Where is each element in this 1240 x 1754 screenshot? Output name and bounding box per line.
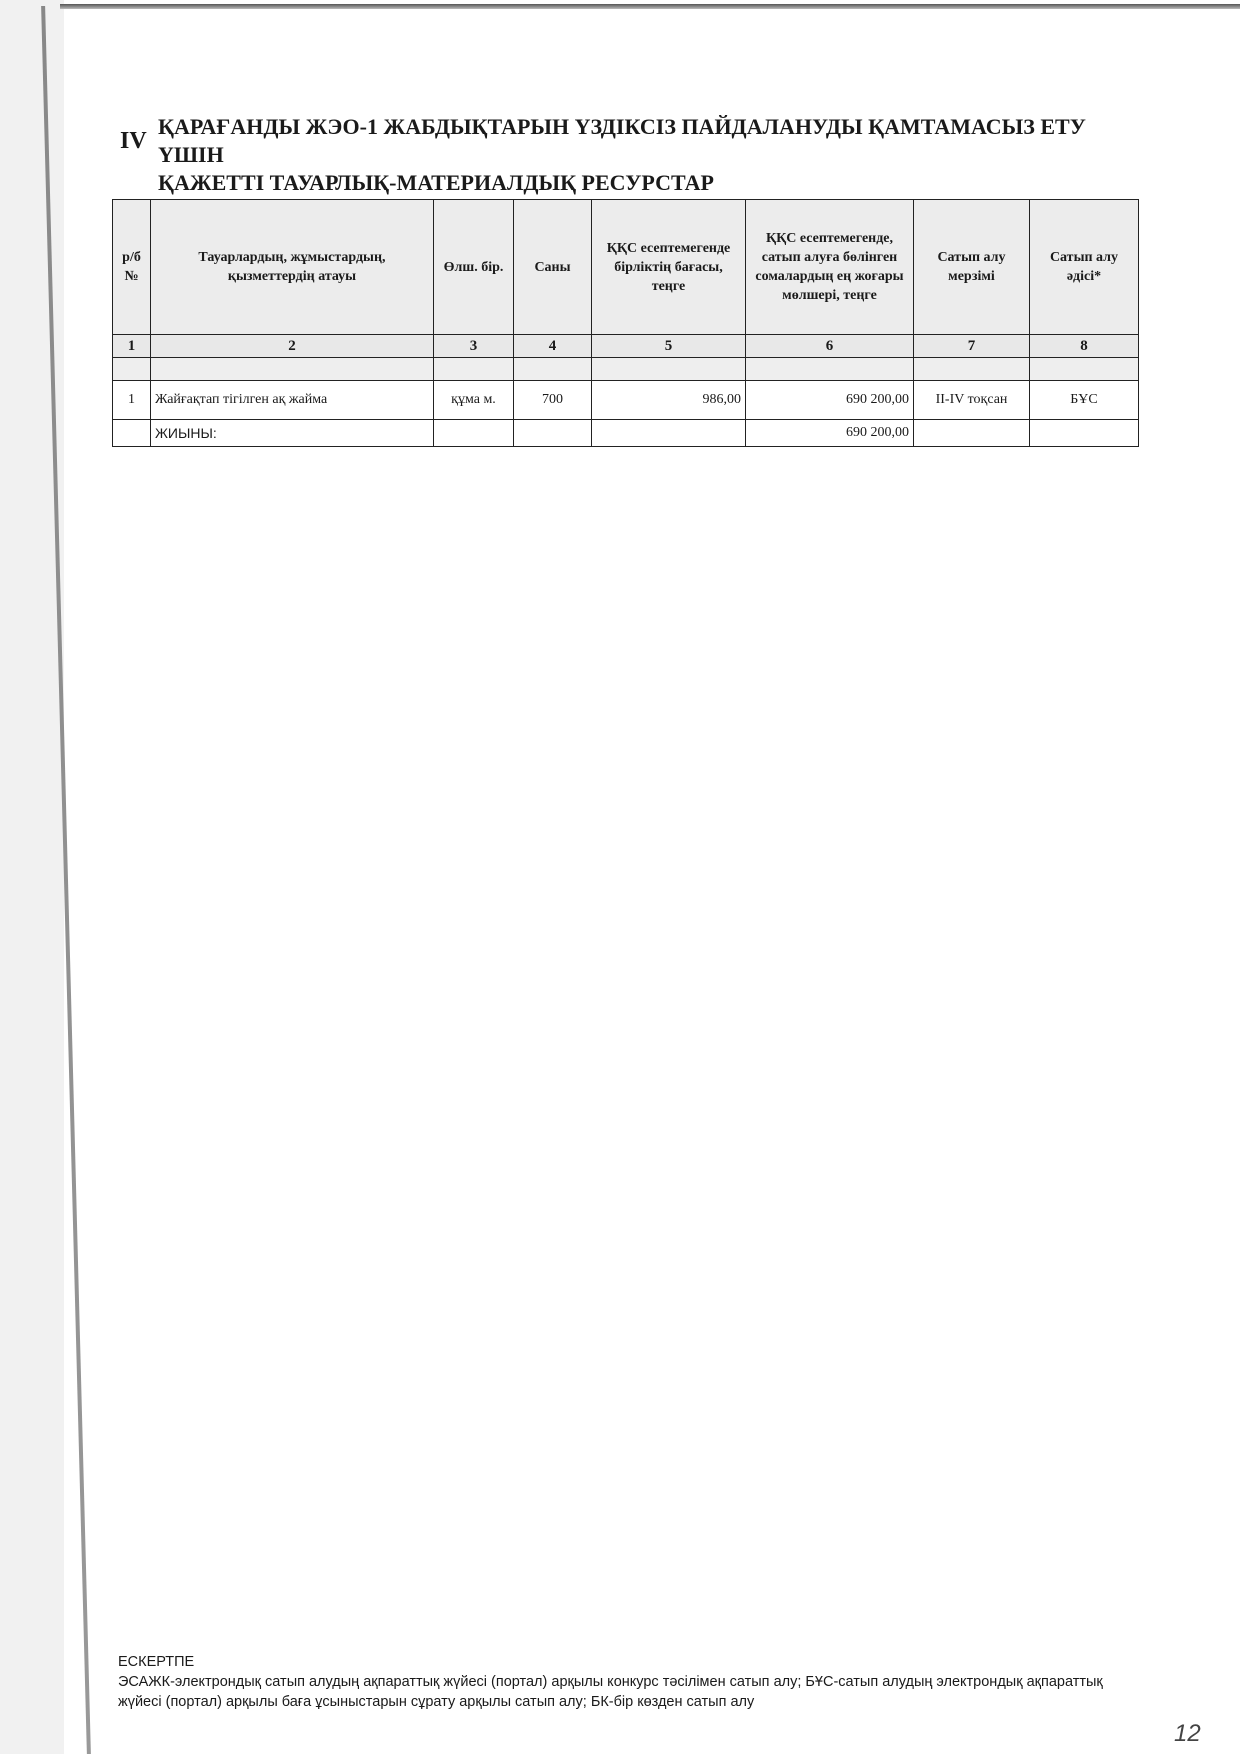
row-unit: құма м. xyxy=(434,381,514,420)
empty-cell xyxy=(434,358,514,381)
empty-cell xyxy=(434,420,514,447)
empty-cell xyxy=(151,358,434,381)
column-number: 5 xyxy=(592,335,746,358)
header-unit: Өлш. бір. xyxy=(434,200,514,335)
row-unit-price: 986,00 xyxy=(592,381,746,420)
notes xyxy=(118,1652,1148,1712)
row-max-amount: 690 200,00 xyxy=(746,381,914,420)
section-title-line-1: ҚАРАҒАНДЫ ЖЭО-1 ЖАБДЫҚТАРЫН ҮЗДІКСІЗ ПАЙДАЛАНУДЫ ҚАМТАМАСЫЗ ЕТУ ҮШІН xyxy=(158,114,1086,167)
handwritten-page-number: 12 xyxy=(1174,1720,1201,1747)
row-period: II-IV тоқсан xyxy=(914,381,1030,420)
column-number: 2 xyxy=(151,335,434,358)
total-row xyxy=(113,420,1139,447)
table-header-row xyxy=(113,200,1139,335)
header-max-amount: ҚҚС есептемегенде, сатып алуға бөлінген сомалардың ең жоғары мөлшері, теңге xyxy=(746,200,914,335)
column-number: 1 xyxy=(113,335,151,358)
empty-cell xyxy=(592,420,746,447)
scan-top-edge xyxy=(60,4,1240,9)
column-number: 8 xyxy=(1030,335,1139,358)
empty-cell xyxy=(914,420,1030,447)
empty-cell xyxy=(914,358,1030,381)
total-amount: 690 200,00 xyxy=(746,420,914,447)
scan-left-shadow xyxy=(0,0,64,1754)
notes-line-2: жүйесі (портал) арқылы баға ұсыныстарын сұрату арқылы сатып алу; БК-бір көзден сатып алу xyxy=(118,1694,755,1710)
notes-heading: ЕСКЕРТПЕ xyxy=(118,1654,195,1670)
column-number: 3 xyxy=(434,335,514,358)
column-number: 6 xyxy=(746,335,914,358)
header-unit-price: ҚҚС есептемегенде бірліктің бағасы, теңге xyxy=(592,200,746,335)
empty-cell xyxy=(592,358,746,381)
column-number: 4 xyxy=(514,335,592,358)
header-no: р/б № xyxy=(113,200,151,335)
section-title xyxy=(158,113,1118,197)
table-row xyxy=(113,381,1139,420)
total-label: ЖИЫНЫ: xyxy=(151,420,434,447)
header-method: Сатып алу әдісі* xyxy=(1030,200,1139,335)
empty-row xyxy=(113,358,1139,381)
empty-cell xyxy=(514,358,592,381)
resources-table xyxy=(112,199,1139,447)
header-period: Сатып алу мерзімі xyxy=(914,200,1030,335)
header-qty: Саны xyxy=(514,200,592,335)
section-number: IV xyxy=(120,128,147,154)
row-no: 1 xyxy=(113,381,151,420)
row-method: БҰС xyxy=(1030,381,1139,420)
row-name: Жайғақтап тігілген ақ жайма xyxy=(151,381,434,420)
empty-cell xyxy=(1030,420,1139,447)
notes-line-1: ЭСАЖК-электрондық сатып алудың ақпараттық жүйесі (портал) арқылы конкурс тәсілімен сатып алу; БҰС-сатып алудың электрондық ақпараттық xyxy=(118,1674,1103,1690)
empty-cell xyxy=(746,358,914,381)
column-number: 7 xyxy=(914,335,1030,358)
empty-cell xyxy=(113,420,151,447)
row-qty: 700 xyxy=(514,381,592,420)
empty-cell xyxy=(514,420,592,447)
column-number-row xyxy=(113,335,1139,358)
empty-cell xyxy=(1030,358,1139,381)
empty-cell xyxy=(113,358,151,381)
section-title-line-2: ҚАЖЕТТІ ТАУАРЛЫҚ-МАТЕРИАЛДЫҚ РЕСУРСТАР xyxy=(158,170,714,195)
header-name: Тауарлардың, жұмыстардың, қызметтердің атауы xyxy=(151,200,434,335)
